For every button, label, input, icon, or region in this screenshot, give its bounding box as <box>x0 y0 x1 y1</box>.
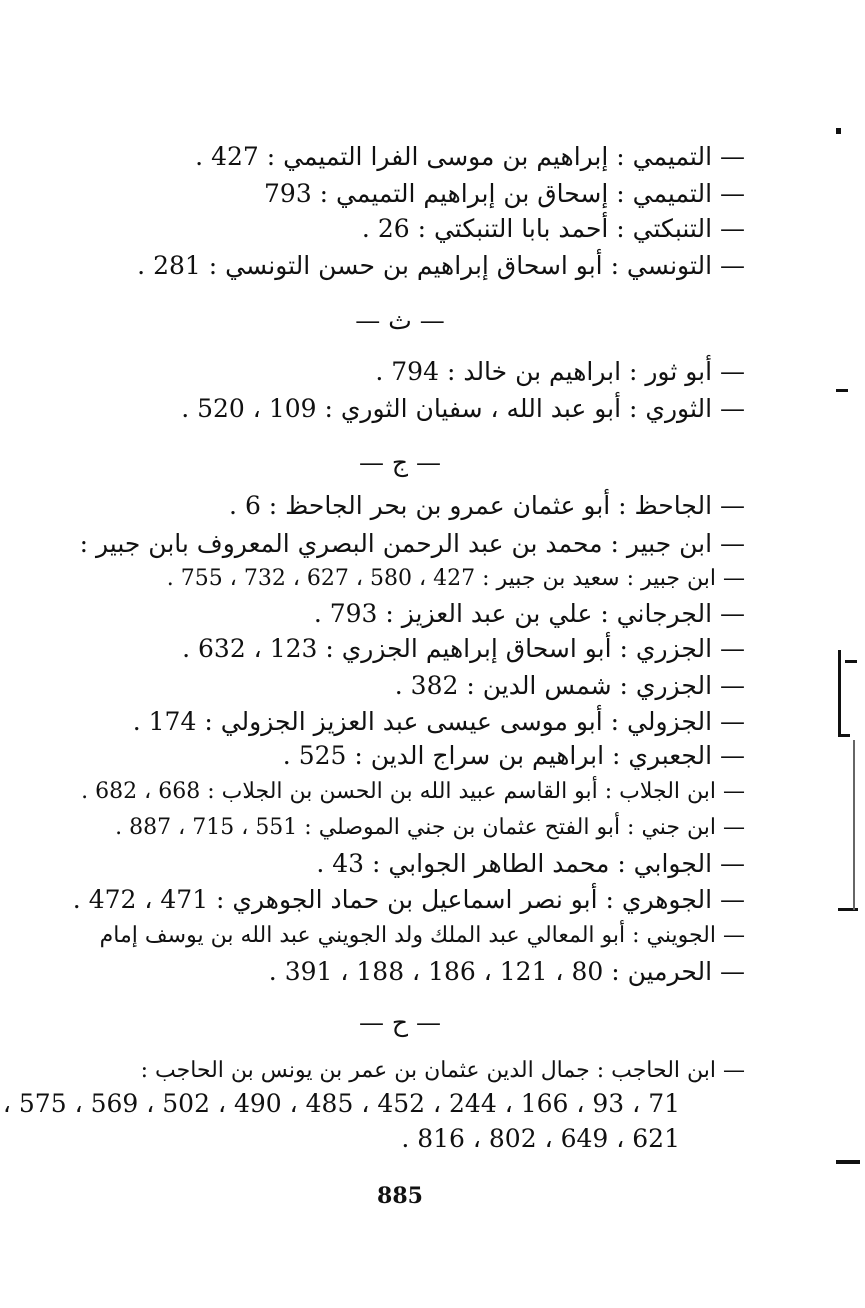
scan-mark <box>845 660 857 663</box>
scan-mark <box>838 734 850 737</box>
index-entry: — ابن جبير : سعيد بن جبير : 427 ، 580 ، 627 ، 732 ، 755 . <box>166 566 745 591</box>
index-entry-continuation: 621 ، 649 ، 802 ، 816 . <box>401 1124 680 1153</box>
index-entry: — ابن جبير : محمد بن عبد الرحمن البصري المعروف بابن جبير : <box>79 529 745 558</box>
section-heading: — ج — <box>358 448 442 477</box>
scan-mark <box>853 740 855 910</box>
index-entry: — التنبكتي : أحمد بابا التنبكتي : 26 . <box>361 214 745 243</box>
index-entry: — الجوهري : أبو نصر اسماعيل بن حماد الجوهري : 471 ، 472 . <box>72 885 745 914</box>
section-heading: — ث — <box>355 306 445 335</box>
scan-mark <box>838 650 841 736</box>
index-entry: — الجزري : أبو اسحاق إبراهيم الجزري : 123 ، 632 . <box>182 634 745 663</box>
index-entry: — ابن الحاجب : جمال الدين عثمان بن عمر بن يونس بن الحاجب : <box>140 1058 745 1083</box>
index-entry: — أبو ثور : ابراهيم بن خالد : 794 . <box>375 357 745 386</box>
index-entry: — التميمي : إسحاق بن إبراهيم التميمي : 793 <box>264 179 745 208</box>
index-entry: — الجرجاني : علي بن عبد العزيز : 793 . <box>313 599 745 628</box>
index-entry: — الحرمين : 80 ، 121 ، 186 ، 188 ، 391 . <box>268 957 745 986</box>
index-entry: — ابن جني : أبو الفتح عثمان بن جني الموصلي : 551 ، 715 ، 887 . <box>115 815 745 840</box>
index-entry: — ابن الجلاب : أبو القاسم عبيد الله بن الحسن بن الجلاب : 668 ، 682 . <box>81 779 745 804</box>
section-heading: — ح — <box>358 1008 442 1037</box>
index-entry: — الجزري : شمس الدين : 382 . <box>394 671 745 700</box>
index-entry: — التونسي : أبو اسحاق إبراهيم بن حسن التونسي : 281 . <box>137 251 745 280</box>
index-entry: — الجاحظ : أبو عثمان عمرو بن بحر الجاحظ : 6 . <box>229 491 745 520</box>
index-entry: — الجزولي : أبو موسى عيسى عبد العزيز الجزولي : 174 . <box>132 707 745 736</box>
scan-mark <box>836 1160 860 1164</box>
index-entry: — الجعبري : ابراهيم بن سراج الدين : 525 . <box>282 741 745 770</box>
page-number: 885 <box>377 1183 423 1209</box>
index-entry-continuation: 71 ، 93 ، 166 ، 244 ، 452 ، 485 ، 490 ، 502 ، 569 ، 575 ، <box>2 1089 680 1118</box>
index-entry: — الجويني : أبو المعالي عبد الملك ولد الجويني عبد الله بن يوسف إمام <box>99 923 745 948</box>
index-entry: — التميمي : إبراهيم بن موسى الفرا التميمي : 427 . <box>195 142 745 171</box>
index-entry: — الثوري : أبو عبد الله ، سفيان الثوري : 109 ، 520 . <box>181 394 745 423</box>
scan-mark <box>836 128 841 134</box>
scan-mark <box>838 908 858 911</box>
scan-mark <box>836 389 848 392</box>
index-entry: — الجوابي : محمد الطاهر الجوابي : 43 . <box>316 849 745 878</box>
